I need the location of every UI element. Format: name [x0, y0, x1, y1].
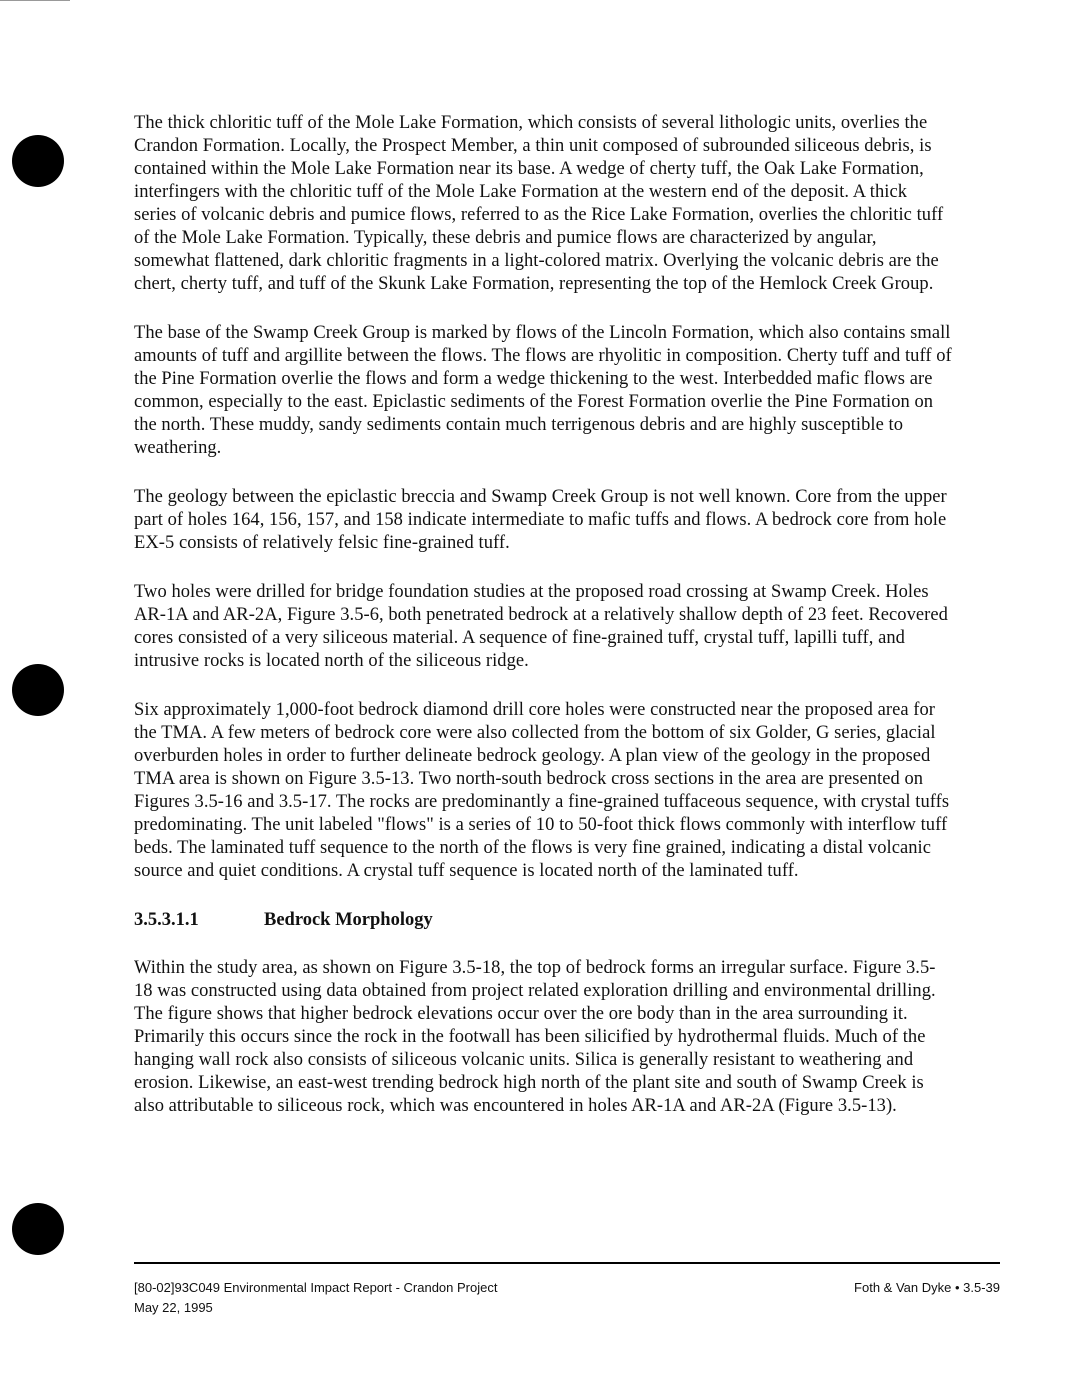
- document-body: [134, 112, 954, 1144]
- binder-hole-bottom: [12, 1203, 64, 1255]
- binder-hole-middle: [12, 664, 64, 716]
- paragraph-mole-lake: The thick chloritic tuff of the Mole Lake Formation, which consists of several lithologic units, overlies the Crandon Formation. Locally, the Prospect Member, a thin unit composed of subrounded siliceous debris, is contained within the Mole Lake Formation near its base. A wedge of cherty tuff, the Oak Lake Formation, interfingers with the chloritic tuff of the Mole Lake Formation at the western end of the deposit. A thick series of volcanic debris and pumice flows, referred to as the Rice Lake Formation, overlies the chloritic tuff of the Mole Lake Formation. Typically, these debris and pumice flows are characterized by angular, somewhat flattened, dark chloritic fragments in a light-colored matrix. Overlying the volcanic debris are the chert, cherty tuff, and tuff of the Skunk Lake Formation, representing the top of the Hemlock Creek Group.: [134, 113, 944, 294]
- paragraph-geology-breccia: The geology between the epiclastic breccia and Swamp Creek Group is not well known. Core from the upper part of holes 164, 156, 157, and 158 indicate intermediate to mafic tuffs and flows. A bedrock core from hole EX-5 consists of relatively felsic fine-grained tuff.: [134, 487, 947, 553]
- footer-page-reference: Foth & Van Dyke • 3.5-39: [854, 1280, 1000, 1295]
- footer-divider: [134, 1262, 1000, 1264]
- footer-document-line: [80-02]93C049 Environmental Impact Report - Crandon Project: [134, 1280, 498, 1295]
- section-heading: [134, 909, 954, 932]
- paragraph-swamp-creek: The base of the Swamp Creek Group is marked by flows of the Lincoln Formation, which also contains small amounts of tuff and argillite between the flows. The flows are rhyolitic in composition. Cherty tuff and tuff of the Pine Formation overlie the flows and form a wedge thickening to the west. Interbedded mafic flows are common, especially to the east. Epiclastic sediments of the Forest Formation overlie the Pine Formation on the north. These muddy, sandy sediments contain much terrigenous debris and are highly susceptible to weathering.: [134, 323, 952, 458]
- paragraph-bridge-holes: Two holes were drilled for bridge foundation studies at the proposed road crossing at Swamp Creek. Holes AR-1A and AR-2A, Figure 3.5-6, both penetrated bedrock at a relatively shallow depth of 23 feet. Recovered cores consisted of a very siliceous material. A sequence of fine-grained tuff, crystal tuff, lapilli tuff, and intrusive rocks is located north of the siliceous ridge.: [134, 582, 948, 671]
- section-number: 3.5.3.1.1: [134, 910, 199, 930]
- paragraph-bedrock-morphology: Within the study area, as shown on Figure 3.5-18, the top of bedrock forms an irregular surface. Figure 3.5-18 was constructed using data obtained from project related exploration drilling and environmental drilling. The figure shows that higher bedrock elevations occur over the ore body than in the area surrounding it. Primarily this occurs since the rock in the footwall has been silicified by hydrothermal fluids. Much of the hanging wall rock also consists of siliceous volcanic units. Silica is generally resistant to weathering and erosion. Likewise, an east-west trending bedrock high north of the plant site and south of Swamp Creek is also attributable to siliceous rock, which was encountered in holes AR-1A and AR-2A (Figure 3.5-13).: [134, 958, 936, 1116]
- top-edge-line: [0, 0, 70, 1]
- footer-date: May 22, 1995: [134, 1300, 213, 1315]
- section-title: Bedrock Morphology: [264, 910, 433, 930]
- binder-hole-top: [12, 135, 64, 187]
- paragraph-tma-drilling: Six approximately 1,000-foot bedrock diamond drill core holes were constructed near the proposed area for the TMA. A few meters of bedrock core were also collected from the bottom of six Golder, G series, glacial overburden holes in order to further delineate bedrock geology. A plan view of the geology in the proposed TMA area is shown on Figure 3.5-13. Two north-south bedrock cross sections in the area are presented on Figures 3.5-16 and 3.5-17. The rocks are predominantly a fine-grained tuffaceous sequence, with crystal tuffs predominating. The unit labeled "flows" is a series of 10 to 50-foot thick flows commonly with interflow tuff beds. The laminated tuff sequence to the north of the flows is very fine grained, indicating a distal volcanic source and quiet conditions. A crystal tuff sequence is located north of the laminated tuff.: [134, 700, 950, 881]
